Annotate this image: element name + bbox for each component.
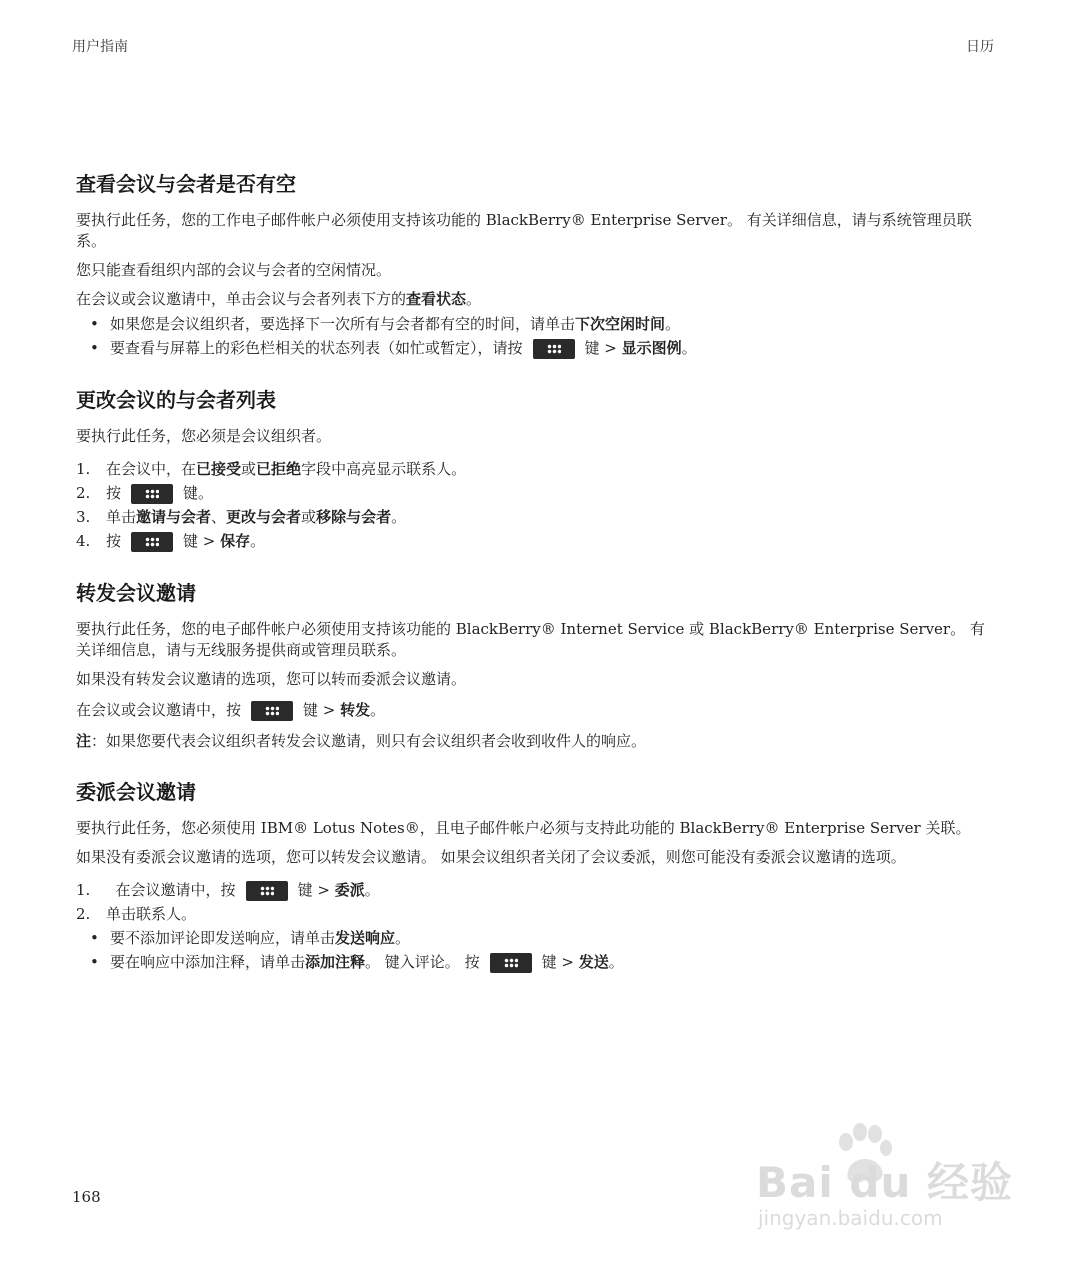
- header-chapter: 日历: [966, 39, 994, 55]
- info-text: 如果没有委派会议邀请的选项，您可以转发会议邀请。 如果会议组织者关闭了会议委派，则您可能没有委派会议邀请的选项。: [76, 848, 906, 866]
- list-item: • 要不添加评论即发送响应，请单击发送响应。: [110, 926, 996, 950]
- baidu-watermark: [756, 1120, 1016, 1240]
- blackberry-menu-key-icon: [533, 339, 575, 359]
- blackberry-menu-key-icon: [131, 532, 173, 552]
- list-item: • 如果您是会议组织者，要选择下一次所有与会者都有空的时间，请单击下次空闲时间。: [110, 312, 996, 336]
- section-view-availability: [76, 170, 996, 360]
- blackberry-menu-key-icon: [251, 701, 293, 721]
- list-item: • 要在响应中添加注释，请单击添加注释。 键入评论。 按 键 > 发送。: [110, 950, 996, 974]
- blackberry-menu-key-icon: [246, 881, 288, 901]
- instruction-text: 在会议或会议邀请中，单击会议与会者列表下方的查看状态。: [76, 290, 482, 308]
- watermark-url: jingyan.baidu.com: [758, 1206, 943, 1230]
- section-delegate-invitation: [76, 778, 996, 974]
- menu-item-show-legend: 显示图例: [621, 339, 682, 357]
- list-item: 1. 在会议中，在已接受或已拒绝字段中高亮显示联系人。: [76, 460, 467, 478]
- list-item: 2. 按 键。: [76, 484, 214, 502]
- section-title: 更改会议的与会者列表: [76, 388, 276, 412]
- list-item: 4. 按 键 > 保存。: [76, 532, 266, 550]
- menu-item-next-available: 下次空闲时间: [575, 315, 666, 333]
- blackberry-menu-key-icon: [490, 953, 532, 973]
- list-item: • 要查看与屏幕上的彩色栏相关的状态列表（如忙或暂定），请按 键 > 显示图例。: [110, 336, 996, 360]
- section-title: 查看会议与会者是否有空: [76, 172, 296, 196]
- prerequisite-text: 要执行此任务，您的工作电子邮件帐户必须使用支持该功能的 BlackBerry® Enterprise Server。 有关详细信息，请与系统管理员联系。: [76, 211, 972, 250]
- prerequisite-text: 要执行此任务，您必须是会议组织者。: [76, 427, 332, 445]
- header-doc-title: 用户指南: [72, 39, 128, 55]
- list-item: 1. 在会议邀请中，按 键 > 委派。: [76, 881, 380, 899]
- info-text: 如果没有转发会议邀请的选项，您可以转而委派会议邀请。: [76, 670, 467, 688]
- section-title: 委派会议邀请: [76, 780, 196, 804]
- section-title: 转发会议邀请: [76, 581, 196, 605]
- section-change-attendees: [76, 386, 996, 553]
- section-forward-invitation: [76, 579, 996, 752]
- note-text: 注：如果您要代表会议组织者转发会议邀请，则只有会议组织者会收到收件人的响应。: [76, 732, 647, 750]
- list-item: 2. 单击联系人。: [76, 905, 197, 923]
- bullet-list: [76, 926, 996, 974]
- prerequisite-text: 要执行此任务，您的电子邮件帐户必须使用支持该功能的 BlackBerry® Internet Service 或 BlackBerry® Enterprise Server。 有关详细信息，请与无线服务提供商或管理员联系。: [76, 620, 985, 659]
- prerequisite-text: 要执行此任务，您必须使用 IBM® Lotus Notes®，且电子邮件帐户必须与支持此功能的 BlackBerry® Enterprise Server 关联。: [76, 819, 971, 837]
- menu-item-view-status: 查看状态: [406, 290, 467, 308]
- info-text: 您只能查看组织内部的会议与会者的空闲情况。: [76, 261, 392, 279]
- steps-list: [76, 457, 996, 553]
- instruction-text: 在会议或会议邀请中，按 键 > 转发。: [76, 701, 386, 719]
- watermark-brand: Bai du 经验: [756, 1158, 1013, 1207]
- document-body: [76, 170, 996, 1000]
- page-number: 168: [72, 1188, 101, 1206]
- steps-list: [76, 878, 996, 926]
- blackberry-menu-key-icon: [131, 484, 173, 504]
- bullet-list: [76, 312, 996, 360]
- list-item: 3. 单击邀请与会者、更改与会者或移除与会者。: [76, 508, 407, 526]
